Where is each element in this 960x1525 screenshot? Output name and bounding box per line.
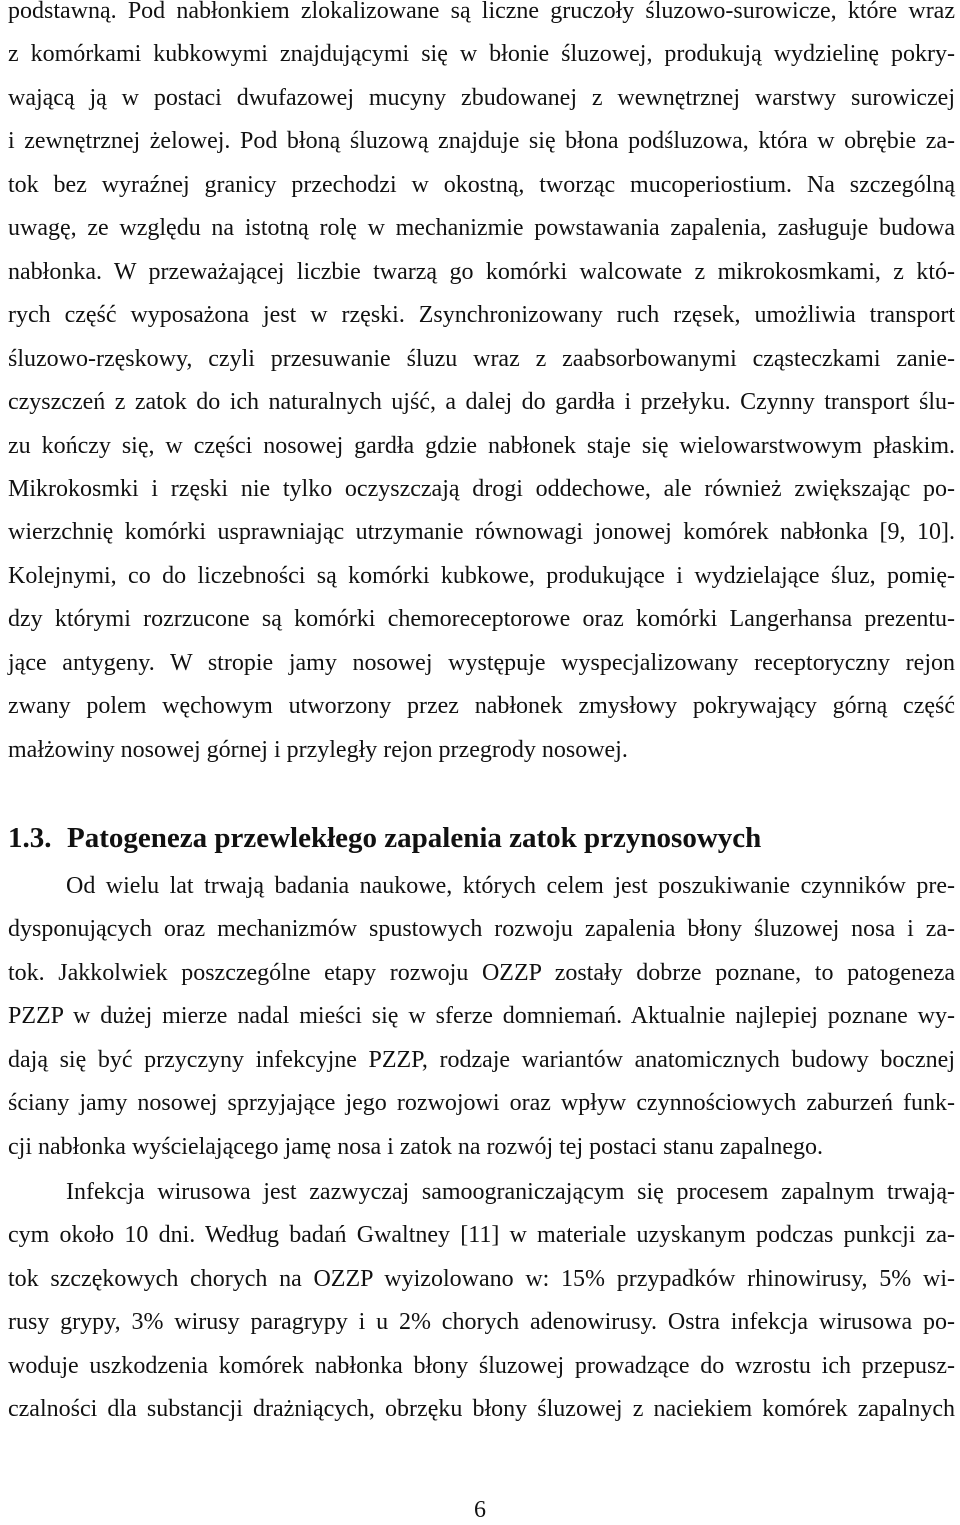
text-line: dają się być przyczyny infekcyjne PZZP, rodzaje wariantów anatomicznych budowy bocznej (8, 1046, 955, 1073)
text-line: jące antygeny. W stropie jamy nosowej występuje wyspecjalizowany receptoryczny rejon (8, 649, 955, 676)
text-line: śluzowo-rzęskowy, czyli przesuwanie śluzu wraz z zaabsorbowanymi cząsteczkami zanie- (8, 345, 955, 372)
text-line: czyszczeń z zatok do ich naturalnych ujść, a dalej do gardła i przełyku. Czynny transport ślu- (8, 389, 955, 416)
section-number: 1.3. (8, 822, 52, 854)
text-line: Infekcja wirusowa jest zazwyczaj samoograniczającym się procesem zapalnym trwają- (66, 1179, 955, 1205)
text-line: małżowiny nosowej górnej i przyległy rejon przegrody nosowej. (8, 736, 628, 763)
text-line: i zewnętrznej żelowej. Pod błoną śluzową znajduje się błona podśluzowa, która w obrębie za- (8, 128, 955, 155)
paragraph (8, 865, 955, 1169)
text-line: cym około 10 dni. Według badań Gwaltney [11] w materiale uzyskanym podczas punkcji za- (8, 1222, 955, 1249)
page-number: 6 (474, 1497, 486, 1523)
text-line: czalności dla substancji drażniących, obrzęku błony śluzowej z naciekiem komórek zapalnych (8, 1396, 955, 1423)
text-line: wierzchnię komórki usprawniając utrzymanie równowagi jonowej komórek nabłonka [9, 10]. (8, 519, 955, 546)
text-line: tok. Jakkolwiek poszczególne etapy rozwoju OZZP zostały dobrze poznane, to patogeneza (8, 959, 955, 986)
paragraph (8, 0, 955, 772)
text-line: uwagę, ze względu na istotną rolę w mechanizmie powstawania zapalenia, zasługuje budowa (8, 215, 955, 242)
text-line: PZZP w dużej mierze nadal mieści się w sferze domniemań. Aktualnie najlepiej poznane wy- (8, 1003, 955, 1030)
text-line: Kolejnymi, co do liczebności są komórki kubkowe, produkujące i wydzielające śluz, pomię- (8, 562, 955, 589)
text-line: dysponujących oraz mechanizmów spustowych rozwoju zapalenia błony śluzowej nosa i za- (8, 916, 955, 943)
section-title: Patogeneza przewlekłego zapalenia zatok przynosowych (67, 822, 762, 854)
paragraph (8, 1171, 955, 1432)
text-line: rusy grypy, 3% wirusy paragrypy i u 2% chorych adenowirusy. Ostra infekcja wirusowa po- (8, 1309, 955, 1336)
text-line: tok bez wyraźnej granicy przechodzi w okostną, tworząc mucoperiostium. Na szczególną (8, 171, 955, 198)
section-heading (8, 818, 955, 858)
text-line: tok szczękowych chorych na OZZP wyizolowano w: 15% przypadków rhinowirusy, 5% wi- (8, 1265, 955, 1292)
text-line: rych część wyposażona jest w rzęski. Zsynchronizowany ruch rzęsek, umożliwia transport (8, 302, 955, 329)
text-line: zwany polem węchowym utworzony przez nabłonek zmysłowy pokrywający górną część (8, 693, 955, 720)
text-line: cji nabłonka wyścielającego jamę nosa i zatok na rozwój tej postaci stanu zapalnego. (8, 1133, 824, 1160)
text-line: wającą ją w postaci dwufazowej mucyny zbudowanej z wewnętrznej warstwy surowiczej (8, 84, 955, 111)
text-line: podstawną. Pod nabłonkiem zlokalizowane są liczne gruczoły śluzowo-surowicze, które wraz (8, 0, 955, 24)
text-line: dzy którymi rozrzucone są komórki chemoreceptorowe oraz komórki Langerhansa prezentu- (8, 606, 955, 633)
text-line: ściany jamy nosowej sprzyjające jego rozwojowi oraz wpływ czynnościowych zaburzeń funk- (8, 1090, 955, 1117)
text-line: Mikrokosmki i rzęski nie tylko oczyszczają drogi oddechowe, ale również zwiększając po- (8, 475, 955, 502)
text-line: z komórkami kubkowymi znajdującymi się w błonie śluzowej, produkują wydzielinę pokry- (8, 41, 955, 68)
text-line: zu kończy się, w części nosowej gardła gdzie nabłonek staje się wielowarstwowym płaskim. (8, 432, 955, 459)
text-line: nabłonka. W przeważającej liczbie twarzą go komórki walcowate z mikrokosmkami, z któ- (8, 258, 955, 285)
text-line: woduje uszkodzenia komórek nabłonka błony śluzowej prowadzące do wzrostu ich przepusz- (8, 1352, 955, 1379)
text-line: Od wielu lat trwają badania naukowe, których celem jest poszukiwanie czynników pre- (66, 873, 955, 899)
